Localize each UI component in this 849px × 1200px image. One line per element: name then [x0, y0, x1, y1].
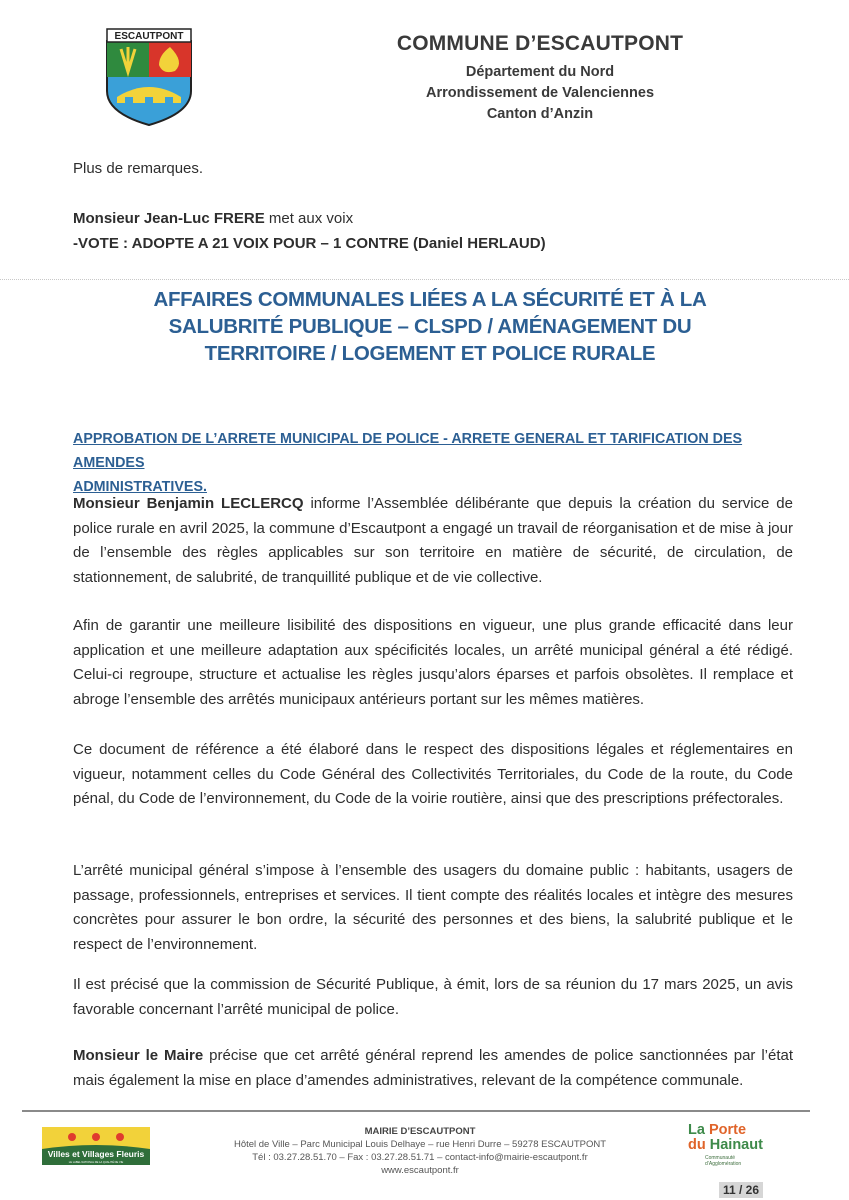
vote-intro — [73, 207, 793, 256]
letterhead — [360, 32, 720, 125]
logo-text: Hainaut — [709, 1137, 763, 1153]
vote-speaker-rest: met aux voix — [264, 210, 354, 227]
logo-text: La — [688, 1122, 709, 1138]
department-line: Département du Nord — [465, 64, 615, 80]
logo-text: du — [688, 1137, 710, 1153]
mairie-website-link[interactable]: www.escautpont.fr — [381, 1165, 459, 1176]
agenda-heading-line: ADMINISTRATIVES. — [73, 479, 207, 495]
page-break-rule — [0, 279, 849, 280]
section-title-line: AFFAIRES COMMUNALES LIÉES A LA SÉCURITÉ ET À LA — [153, 288, 707, 311]
paragraph-3: Ce document de référence a été élaboré dans le respect des dispositions légales et réglementaires en vigueur, notamment celles du Code Général des Collectivités Territoriales, du Code de la route, du Code pénal, du Code de l’environnement, du Code de la voirie routière, ainsi que des prescriptions préfectorales. — [73, 741, 793, 807]
section-title — [90, 286, 770, 367]
paragraph-text: informe l’Assemblée délibérante que depuis la création du service de police rurale en avril 2025, la commune d’Escautpont a engagé un travail de réorganisation et de mise à jour de l’ensemble des règles applicables sur son territoire en matière de sécurité, de circulation, de stationnement, de salubrité, de tranquillité publique et de vie collective. — [73, 495, 793, 586]
villes-villages-fleuris-logo — [42, 1127, 150, 1165]
remark-text: Plus de remarques. — [73, 160, 204, 177]
footer-rule — [22, 1110, 810, 1112]
arrondissement-line: Arrondissement de Valenciennes — [425, 85, 655, 101]
escautpont-crest-logo — [103, 27, 195, 127]
paragraph-6 — [73, 1044, 793, 1093]
paragraph-text: précise que cet arrêté général reprend les amendes de police sanctionnées par l’état mais également la mise en place d’amendes administratives, relevant de la compétence communale. — [73, 1047, 794, 1089]
svg-text:LE LABEL NATIONAL DE LA QUALIT: LE LABEL NATIONAL DE LA QUALITÉ DE VIE — [68, 1161, 124, 1164]
svg-text:ESCAUTPONT: ESCAUTPONT — [114, 31, 184, 42]
paragraph-5: Il est précisé que la commission de Sécurité Publique, à émit, lors de sa réunion du 17 mars 2025, un avis favorable concernant l’arrêté municipal de police. — [73, 976, 793, 1018]
paragraph-4: L’arrêté municipal général s’impose à l’ensemble des usagers du domaine public : habitants, usagers de passage, professionnels, entreprises et services. Il tient compte des réalités locales et intègre des mesures concrètes pour assurer le bon ordre, la sécurité des personnes et des biens, la salubrité publique et le respect de l’environnement. — [73, 862, 793, 953]
logo-text: Porte — [708, 1122, 747, 1138]
section-title-line: SALUBRITÉ PUBLIQUE – CLSPD / AMÉNAGEMENT DU — [168, 315, 692, 338]
speaker-name: Monsieur le Maire — [73, 1047, 204, 1064]
canton-line: Canton d’Anzin — [486, 106, 594, 122]
porte-du-hainaut-logo — [688, 1123, 798, 1167]
paragraph-1 — [73, 492, 793, 590]
section-title-line: TERRITOIRE / LOGEMENT ET POLICE RURALE — [204, 342, 656, 365]
commune-title: COMMUNE D’ESCAUTPONT — [396, 32, 684, 55]
agenda-item-heading — [73, 427, 798, 499]
logo-subtext: d’Agglomération — [705, 1161, 742, 1167]
agenda-heading-line: APPROBATION DE L’ARRETE MUNICIPAL DE POLICE - ARRETE GENERAL ET TARIFICATION DES AMENDES — [73, 431, 743, 471]
mairie-name: MAIRIE D’ESCAUTPONT — [364, 1126, 476, 1137]
mairie-contact[interactable]: Tél : 03.27.28.51.70 – Fax : 03.27.28.51.71 – contact-info@mairie-escautpont.fr — [252, 1152, 588, 1163]
mairie-address: Hôtel de Ville – Parc Municipal Louis Delhaye – rue Henri Durre – 59278 ESCAUTPONT — [233, 1139, 607, 1150]
svg-text:Villes et Villages Fleuris: Villes et Villages Fleuris — [47, 1149, 145, 1159]
mairie-contact-block — [200, 1125, 640, 1177]
vote-speaker: Monsieur Jean-Luc FRERE — [73, 210, 265, 227]
paragraph-2: Afin de garantir une meilleure lisibilité des dispositions en vigueur, une plus grande efficacité dans leur application et une meilleure adaptation aux spécificités locales, un arrêté municipal général a été rédigé. Celui-ci regroupe, structure et actualise les règles jusqu’alors éparses et parfois obsolètes. Il remplace et abroge l’ensemble des arrêtés municipaux antérieurs portant sur les mêmes matières. — [73, 617, 793, 708]
vote-result: -VOTE : ADOPTE A 21 VOIX POUR – 1 CONTRE (Daniel HERLAUD) — [73, 234, 546, 252]
page-number: 11 / 26 — [719, 1182, 763, 1198]
logo-subtext: Communauté — [705, 1155, 736, 1161]
speaker-name: Monsieur Benjamin LECLERCQ — [73, 495, 304, 512]
